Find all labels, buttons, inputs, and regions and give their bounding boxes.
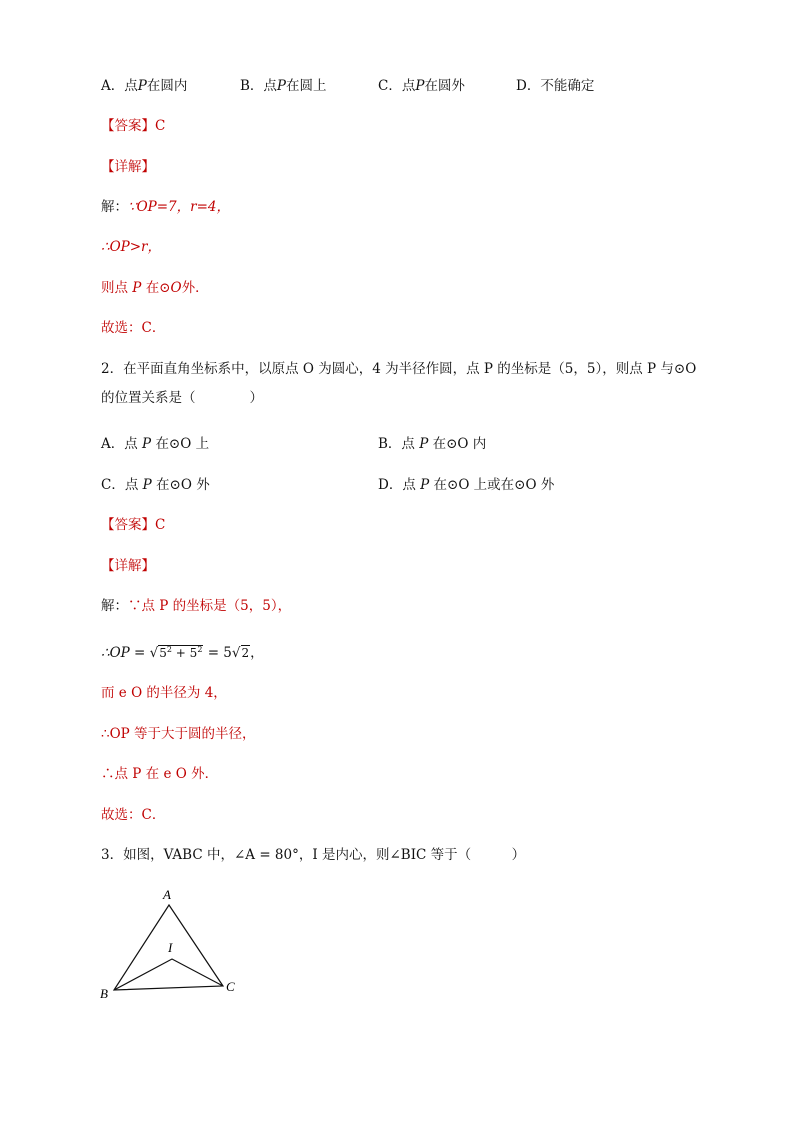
q2-detail-tag: 【详解】: [101, 558, 155, 574]
q1-solution-line1: 解：∵OP=7，r=4，: [101, 199, 230, 215]
q2-choose: 故选：C．: [101, 807, 166, 823]
label-b: B: [100, 986, 108, 1001]
q2-stem-line2: 的位置关系是（ ）: [101, 390, 263, 406]
q1-choose: 故选：C．: [101, 320, 166, 336]
q1-detail-tag: 【详解】: [101, 159, 155, 175]
q2-option-c: C．点 P 在⊙O 外: [101, 477, 210, 493]
q3-stem: 3．如图，VABC 中，∠A = 80°，I 是内心，则∠BIC 等于（ ）: [101, 847, 526, 863]
q2-option-d: D．点 P 在⊙O 上或在⊙O 外: [378, 477, 555, 493]
q2-solution-line5: ∴点 P 在 e O 外．: [101, 766, 219, 782]
triangle-diagram: [96, 880, 266, 1010]
q1-option-c: C．点P在圆外: [378, 78, 465, 94]
q2-solution-line4: ∴OP 等于大于圆的半径，: [101, 726, 256, 742]
label-c: C: [226, 979, 235, 994]
q1-option-d: D．不能确定: [516, 78, 595, 94]
q1-solution-line2: ∴OP>r，: [101, 239, 162, 255]
q1-option-b: B．点P在圆上: [240, 78, 327, 94]
q2-answer: 【答案】C: [101, 517, 166, 533]
q1-answer: 【答案】C: [101, 118, 166, 134]
q2-solution-line1: 解：∵点 P 的坐标是（5，5），: [101, 598, 292, 614]
label-a: A: [163, 887, 171, 902]
label-i: I: [168, 940, 173, 955]
q1-solution-line3: 则点 P 在⊙O外．: [101, 280, 209, 296]
q2-option-b: B．点 P 在⊙O 内: [378, 436, 487, 452]
q2-solution-line3: 而 e O 的半径为 4，: [101, 685, 227, 701]
q2-stem-line1: 2．在平面直角坐标系中，以原点 O 为圆心，4 为半径作圆，点 P 的坐标是（5，5），则点 P 与⊙O: [101, 361, 697, 377]
q2-solution-line2: ∴OP = $√5^2 + 5^2 = 5√2$，: [101, 640, 264, 663]
sqrt-expression: $√5^2 + 5^2$: [149, 645, 203, 661]
q2-option-a: A．点 P 在⊙O 上: [101, 436, 210, 452]
q1-option-a: A．点P在圆内: [101, 78, 188, 94]
